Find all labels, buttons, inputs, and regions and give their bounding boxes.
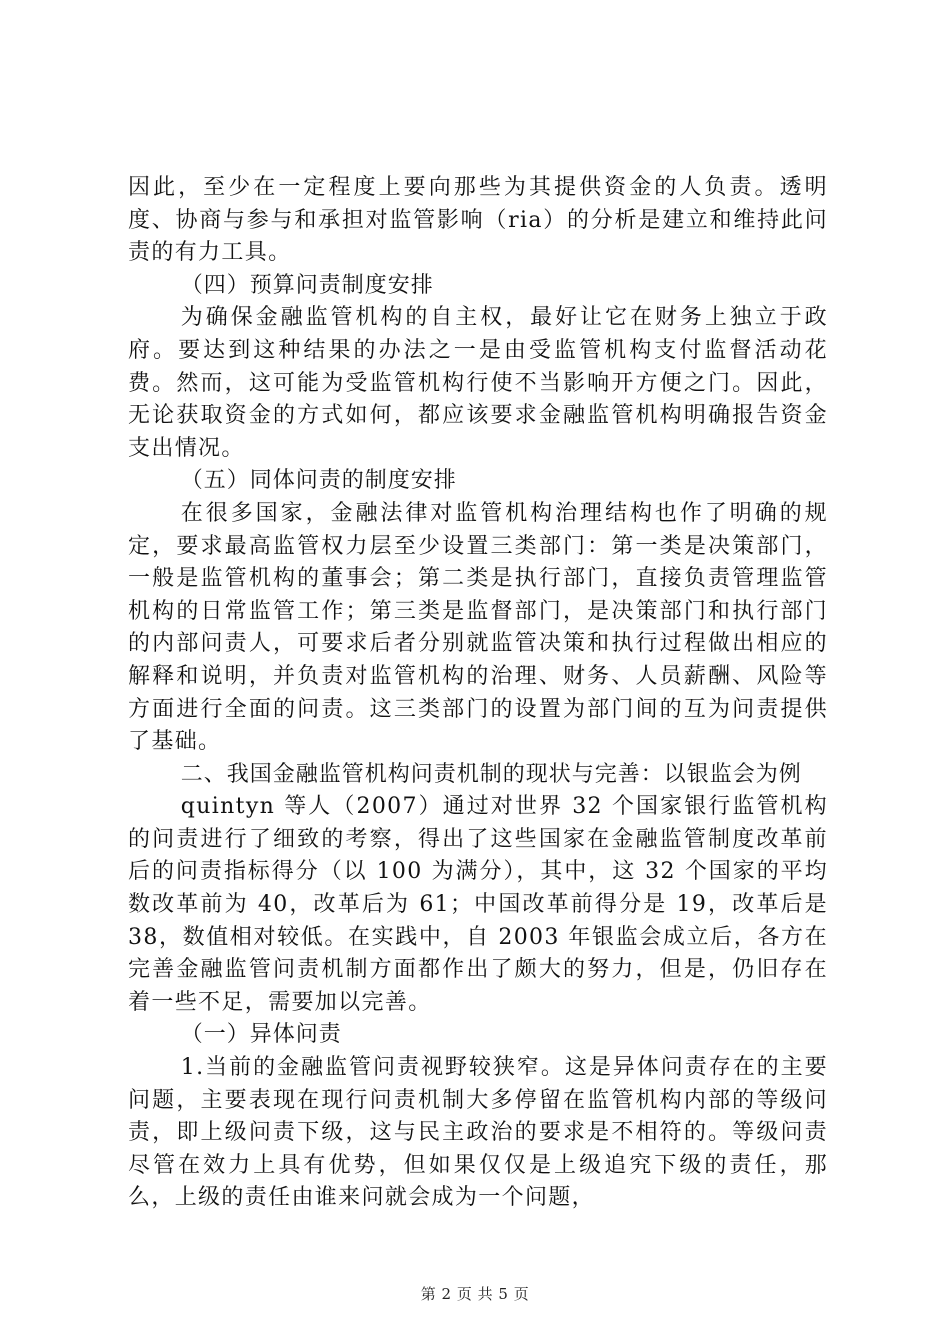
paragraph-budget-accountability: 为确保金融监管机构的自主权，最好让它在财务上独立于政府。要达到这种结果的办法之一是由受监管机构支付监督活动花费。然而，这可能为受监管机构行使不当影响开方便之门。因此，无论获取资金的方式如何，都应该要求金融监管机构明确报告资金支出情况。: [128, 305, 828, 461]
paragraph-quintyn-study: quintyn 等人（2007）通过对世界 32 个国家银行监管机构的问责进行了细致的考察，得出了这些国家在金融监管制度改革前后的问责指标得分（以 100 为满分），其中，这 32 个国家的平均数改革前为 40，改革后为 61；中国改革前得分是 19，改革后是 38，数值相对较低。在实践中，自 2003 年银监会成立后，各方在完善金融监管问责机制方面都作出了颇大的努力，但是，仍旧存在着一些不足，需要加以完善。: [128, 794, 828, 1015]
page-footer: 第 2 页 共 5 页: [420, 1285, 530, 1303]
paragraph-internal-accountability: 在很多国家，金融法律对监管机构治理结构也作了明确的规定，要求最高监管权力层至少设置三类部门：第一类是决策部门，一般是监管机构的董事会；第二类是执行部门，直接负责管理监管机构的日常监管工作；第三类是监督部门，是决策部门和执行部门的内部问责人，可要求后者分别就监管决策和执行过程做出相应的解释和说明，并负责对监管机构的治理、财务、人员薪酬、风险等方面进行全面的问责。这三类部门的设置为部门间的互为问责提供了基础。: [128, 500, 828, 755]
section-heading-internal-accountability: （五）同体问责的制度安排: [180, 468, 457, 494]
paragraph-continuation: 因此，至少在一定程度上要向那些为其提供资金的人负责。透明度、协商与参与和承担对监管影响（ria）的分析是建立和维持此问责的有力工具。: [128, 175, 828, 266]
section-heading-external-accountability: （一）异体问责: [180, 1022, 342, 1048]
section-heading-china-status: 二、我国金融监管机构问责机制的现状与完善：以银监会为例: [180, 761, 802, 787]
paragraph-narrow-view: 1.当前的金融监管问责视野较狭窄。这是异体问责存在的主要问题，主要表现在现行问责机制大多停留在监管机构内部的等级问责，即上级问责下级，这与民主政治的要求是不相符的。等级问责尽管在效力上具有优势，但如果仅仅是上级追究下级的责任，那么，上级的责任由谁来问就会成为一个问题，: [128, 1055, 828, 1211]
section-heading-budget-accountability: （四）预算问责制度安排: [180, 272, 434, 298]
document-body: [128, 172, 828, 1215]
